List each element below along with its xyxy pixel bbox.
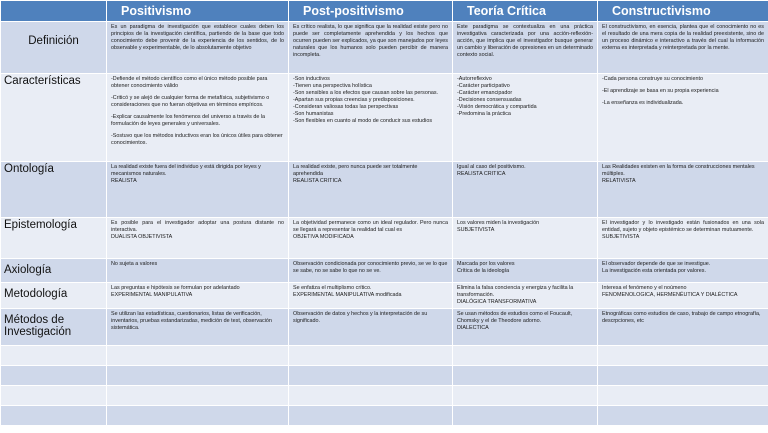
table-cell — [107, 259, 289, 283]
table-cell — [289, 259, 453, 283]
cell-text: RELATIVISTA — [602, 178, 636, 185]
cell-text: La investigación esta orientada por valores. — [602, 268, 706, 275]
cell-text: EXPERIMENTAL MANIPULATIVA modificada — [293, 292, 402, 299]
table-cell — [598, 162, 768, 218]
row-label: Axiología — [1, 259, 107, 283]
cell-text: FENOMENOLOGICA, HERMENÉUTICA Y DIALÉCTICA — [602, 292, 738, 299]
header-corner — [1, 1, 107, 22]
cell-text: Este paradigma se contextualiza en una práctica investigativa caracterizada por una acción-reflexión- acción, que implica que el investigador busque generar un cambio y liberación de opresiones en un determinado contexto social. — [457, 24, 593, 59]
cell-text: -Criticó y se alejó de cualquier forma de metafísica, subjetivismo o consideraciones que no fueran objetivas en términos empíricos. — [111, 95, 270, 109]
row-label: Metodología — [1, 283, 107, 309]
cell-text: -Son flexibles en cuanto al modo de conducir sus estudios — [293, 118, 433, 125]
table-cell — [453, 259, 598, 283]
table-cell — [453, 218, 598, 259]
table-cell — [453, 309, 598, 346]
cell-text: -La enseñanza es individualizada. — [602, 100, 684, 107]
cell-text: -Apartan sus propias creencias y predisposiciones. — [293, 97, 415, 104]
cell-text: La realidad existe, pero nunca puede ser totalmente aprehendida — [293, 164, 418, 178]
table-cell — [453, 406, 598, 426]
table-cell — [107, 346, 289, 366]
cell-text: REALISTA — [111, 178, 137, 185]
table-cell — [453, 22, 598, 74]
cell-text: Se utilizan las estadísticas, cuestionarios, listas de verificación, inventarios, pruebas estandarizadas, medición de test, observación sistemática. — [111, 311, 272, 332]
cell-text: La realidad existe fuera del individuo y está dirigida por leyes y mecanismos naturales. — [111, 164, 261, 178]
row-label: Definición — [1, 22, 107, 74]
cell-text: -Son inductivos — [293, 76, 330, 82]
cell-text: EXPERIMENTAL MANIPULATIVA — [111, 292, 193, 299]
row-label: Métodos de Investigación — [1, 309, 107, 346]
cell-text: El constructivismo, en esencia, plantea que el conocimiento no es el resultado de una mera copia de la realidad preexistente, sino de un proceso dinámico e interactivo a través del cual la información externa es interpretada y reinterpretada por la mente. — [602, 24, 764, 52]
cell-text: Las Realidades existen en la forma de construcciones mentales múltiples. — [602, 164, 755, 178]
row-label — [1, 366, 107, 386]
cell-text: Interesa el fenómeno y el noúmeno — [602, 285, 687, 291]
cell-text: Marcada por los valores — [457, 261, 515, 267]
table-cell — [453, 74, 598, 162]
cell-text: Las preguntas e hipótesis se formulan por adelantado — [111, 285, 240, 291]
header-row — [1, 1, 768, 22]
cell-text: El investigador y lo investigado están fusionados en una sola entidad, sujeto y objeto epistémico se determinan mutuamente. — [602, 220, 764, 234]
cell-text: Crítica de la ideología — [457, 268, 510, 275]
cell-text: La objetividad permanece como un ideal regulador. Pero nunca se llegará a representar la realidad tal cual es — [293, 220, 448, 234]
cell-text: Observación de datos y hechos y la interpretación de su significado. — [293, 311, 428, 325]
cell-text: SUBJETIVISTA — [602, 234, 640, 241]
cell-text: -Carácter emancipador — [457, 90, 513, 97]
table-cell — [453, 162, 598, 218]
row-label — [1, 346, 107, 366]
table-cell — [598, 74, 768, 162]
table-cell — [107, 74, 289, 162]
cell-text: -Son humanistas — [293, 111, 334, 118]
header-constructivismo: Constructivismo — [598, 1, 768, 22]
table-cell — [107, 162, 289, 218]
cell-text: REALISTA CRITICA — [457, 171, 506, 178]
table-cell — [107, 218, 289, 259]
table-row — [1, 74, 768, 162]
table-cell — [598, 283, 768, 309]
table-cell — [107, 406, 289, 426]
table-row — [1, 22, 768, 74]
cell-text: Elimina la falsa conciencia y energiza y facilita la transformación. — [457, 285, 574, 299]
table-cell — [289, 346, 453, 366]
table-cell — [598, 259, 768, 283]
cell-text: DUALISTA OBJETIVISTA — [111, 234, 173, 241]
row-label: Epistemología — [1, 218, 107, 259]
header-teoria-critica: Teoría Crítica — [453, 1, 598, 22]
cell-text: REALISTA CRITICA — [293, 178, 342, 185]
table-cell — [598, 218, 768, 259]
table-row — [1, 309, 768, 346]
cell-text: Etnográficas como estudios de caso, trabajo de campo etnografía, descrpciones, etc — [602, 311, 761, 325]
cell-text: -Visión democrática y compartida — [457, 104, 537, 111]
table-cell — [289, 406, 453, 426]
table-cell — [598, 309, 768, 346]
table-cell — [107, 22, 289, 74]
cell-text: -Cada persona construye su conocimiento — [602, 76, 703, 82]
cell-text: -Decisiones consensuadas — [457, 97, 522, 104]
table-cell — [598, 406, 768, 426]
cell-text: Igual al caso del positivismo. — [457, 164, 526, 170]
table-cell — [598, 386, 768, 406]
table-cell — [598, 22, 768, 74]
table-cell — [453, 366, 598, 386]
cell-text: No sujeta a valores — [111, 261, 158, 267]
table-cell — [598, 346, 768, 366]
table-cell — [289, 283, 453, 309]
table-row — [1, 259, 768, 283]
cell-text: Se usan métodos de estudios como el Foucault, Chomsky y el de Theodore adorno. — [457, 311, 573, 325]
table-cell — [289, 218, 453, 259]
table-row — [1, 406, 768, 426]
cell-text: -Consideran valiosas todas las perspectivas — [293, 104, 399, 111]
table-cell — [598, 366, 768, 386]
cell-text: El observador depende de que se investigue. — [602, 261, 711, 267]
table-cell — [289, 386, 453, 406]
cell-text: OBJETIVA MODIFICADA — [293, 234, 354, 241]
cell-text: Es posible para el investigador adoptar una postura distante no interactiva. — [111, 220, 284, 234]
cell-text: -Tienen una perspectiva holística — [293, 83, 372, 90]
row-label — [1, 386, 107, 406]
cell-text: Se enfatiza el multiplismo crítico. — [293, 285, 372, 291]
header-post-positivismo: Post-positivismo — [289, 1, 453, 22]
cell-text: -Son sensibles a los efectos que causan sobre las personas. — [293, 90, 439, 97]
cell-text: -Predomina la práctica — [457, 111, 511, 118]
table-cell — [453, 283, 598, 309]
table-cell — [107, 386, 289, 406]
table-cell — [289, 74, 453, 162]
table-row — [1, 218, 768, 259]
table-cell — [107, 366, 289, 386]
header-positivismo: Positivismo — [107, 1, 289, 22]
table-cell — [453, 346, 598, 366]
cell-text: SUBJETIVISTA — [457, 227, 495, 234]
table-cell — [289, 309, 453, 346]
table-cell — [453, 386, 598, 406]
cell-text: -Explicar causalmente los fenómenos del universo a través de la formulación de leyes generales y universales. — [111, 114, 266, 128]
cell-text: DIALÓGICA TRANSFORMATIVA — [457, 299, 537, 306]
cell-text: Es un paradigma de investigación que establece cuales deben los principios de la investigación científica, partiendo de la base que todo conocimiento debe provenir de la experiencia de los sentidos, de lo observable y experimentable, de lo absolutamente objetivo — [111, 24, 284, 52]
table-row — [1, 162, 768, 218]
table-cell — [107, 309, 289, 346]
table-row — [1, 386, 768, 406]
table-cell — [289, 162, 453, 218]
cell-text: -Autorreflexivo — [457, 76, 492, 82]
row-label: Características — [1, 74, 107, 162]
row-label: Ontología — [1, 162, 107, 218]
cell-text: DIALECTICA — [457, 325, 489, 332]
table-cell — [289, 366, 453, 386]
cell-text: -Carácter participativo — [457, 83, 510, 90]
cell-text: Los valores miden la investigación — [457, 220, 540, 226]
table-row — [1, 366, 768, 386]
table-row — [1, 283, 768, 309]
row-label — [1, 406, 107, 426]
cell-text: Es crítico realista, lo que significa que la realidad existe pero no puede ser completamente aprehendida y los hechos que ocurren pueden ser explicados, ya que son manejados por leyes naturales que los humanos solo pueden percibir de manera incompleta. — [293, 24, 448, 59]
cell-text: Observación condicionada por conocimiento previo, se ve lo que se sabe, no se sabe lo que no se ve. — [293, 261, 448, 275]
cell-text: -Defiende el método científico como el único método posible para obtener conocimiento válido — [111, 76, 268, 90]
table-cell — [289, 22, 453, 74]
cell-text: -Sostuvo que los métodos inductivos eran los únicos útiles para obtener conocimientos. — [111, 133, 283, 147]
cell-text: -El aprendizaje se basa en su propia experiencia — [602, 88, 719, 95]
table-row — [1, 346, 768, 366]
table-cell — [107, 283, 289, 309]
